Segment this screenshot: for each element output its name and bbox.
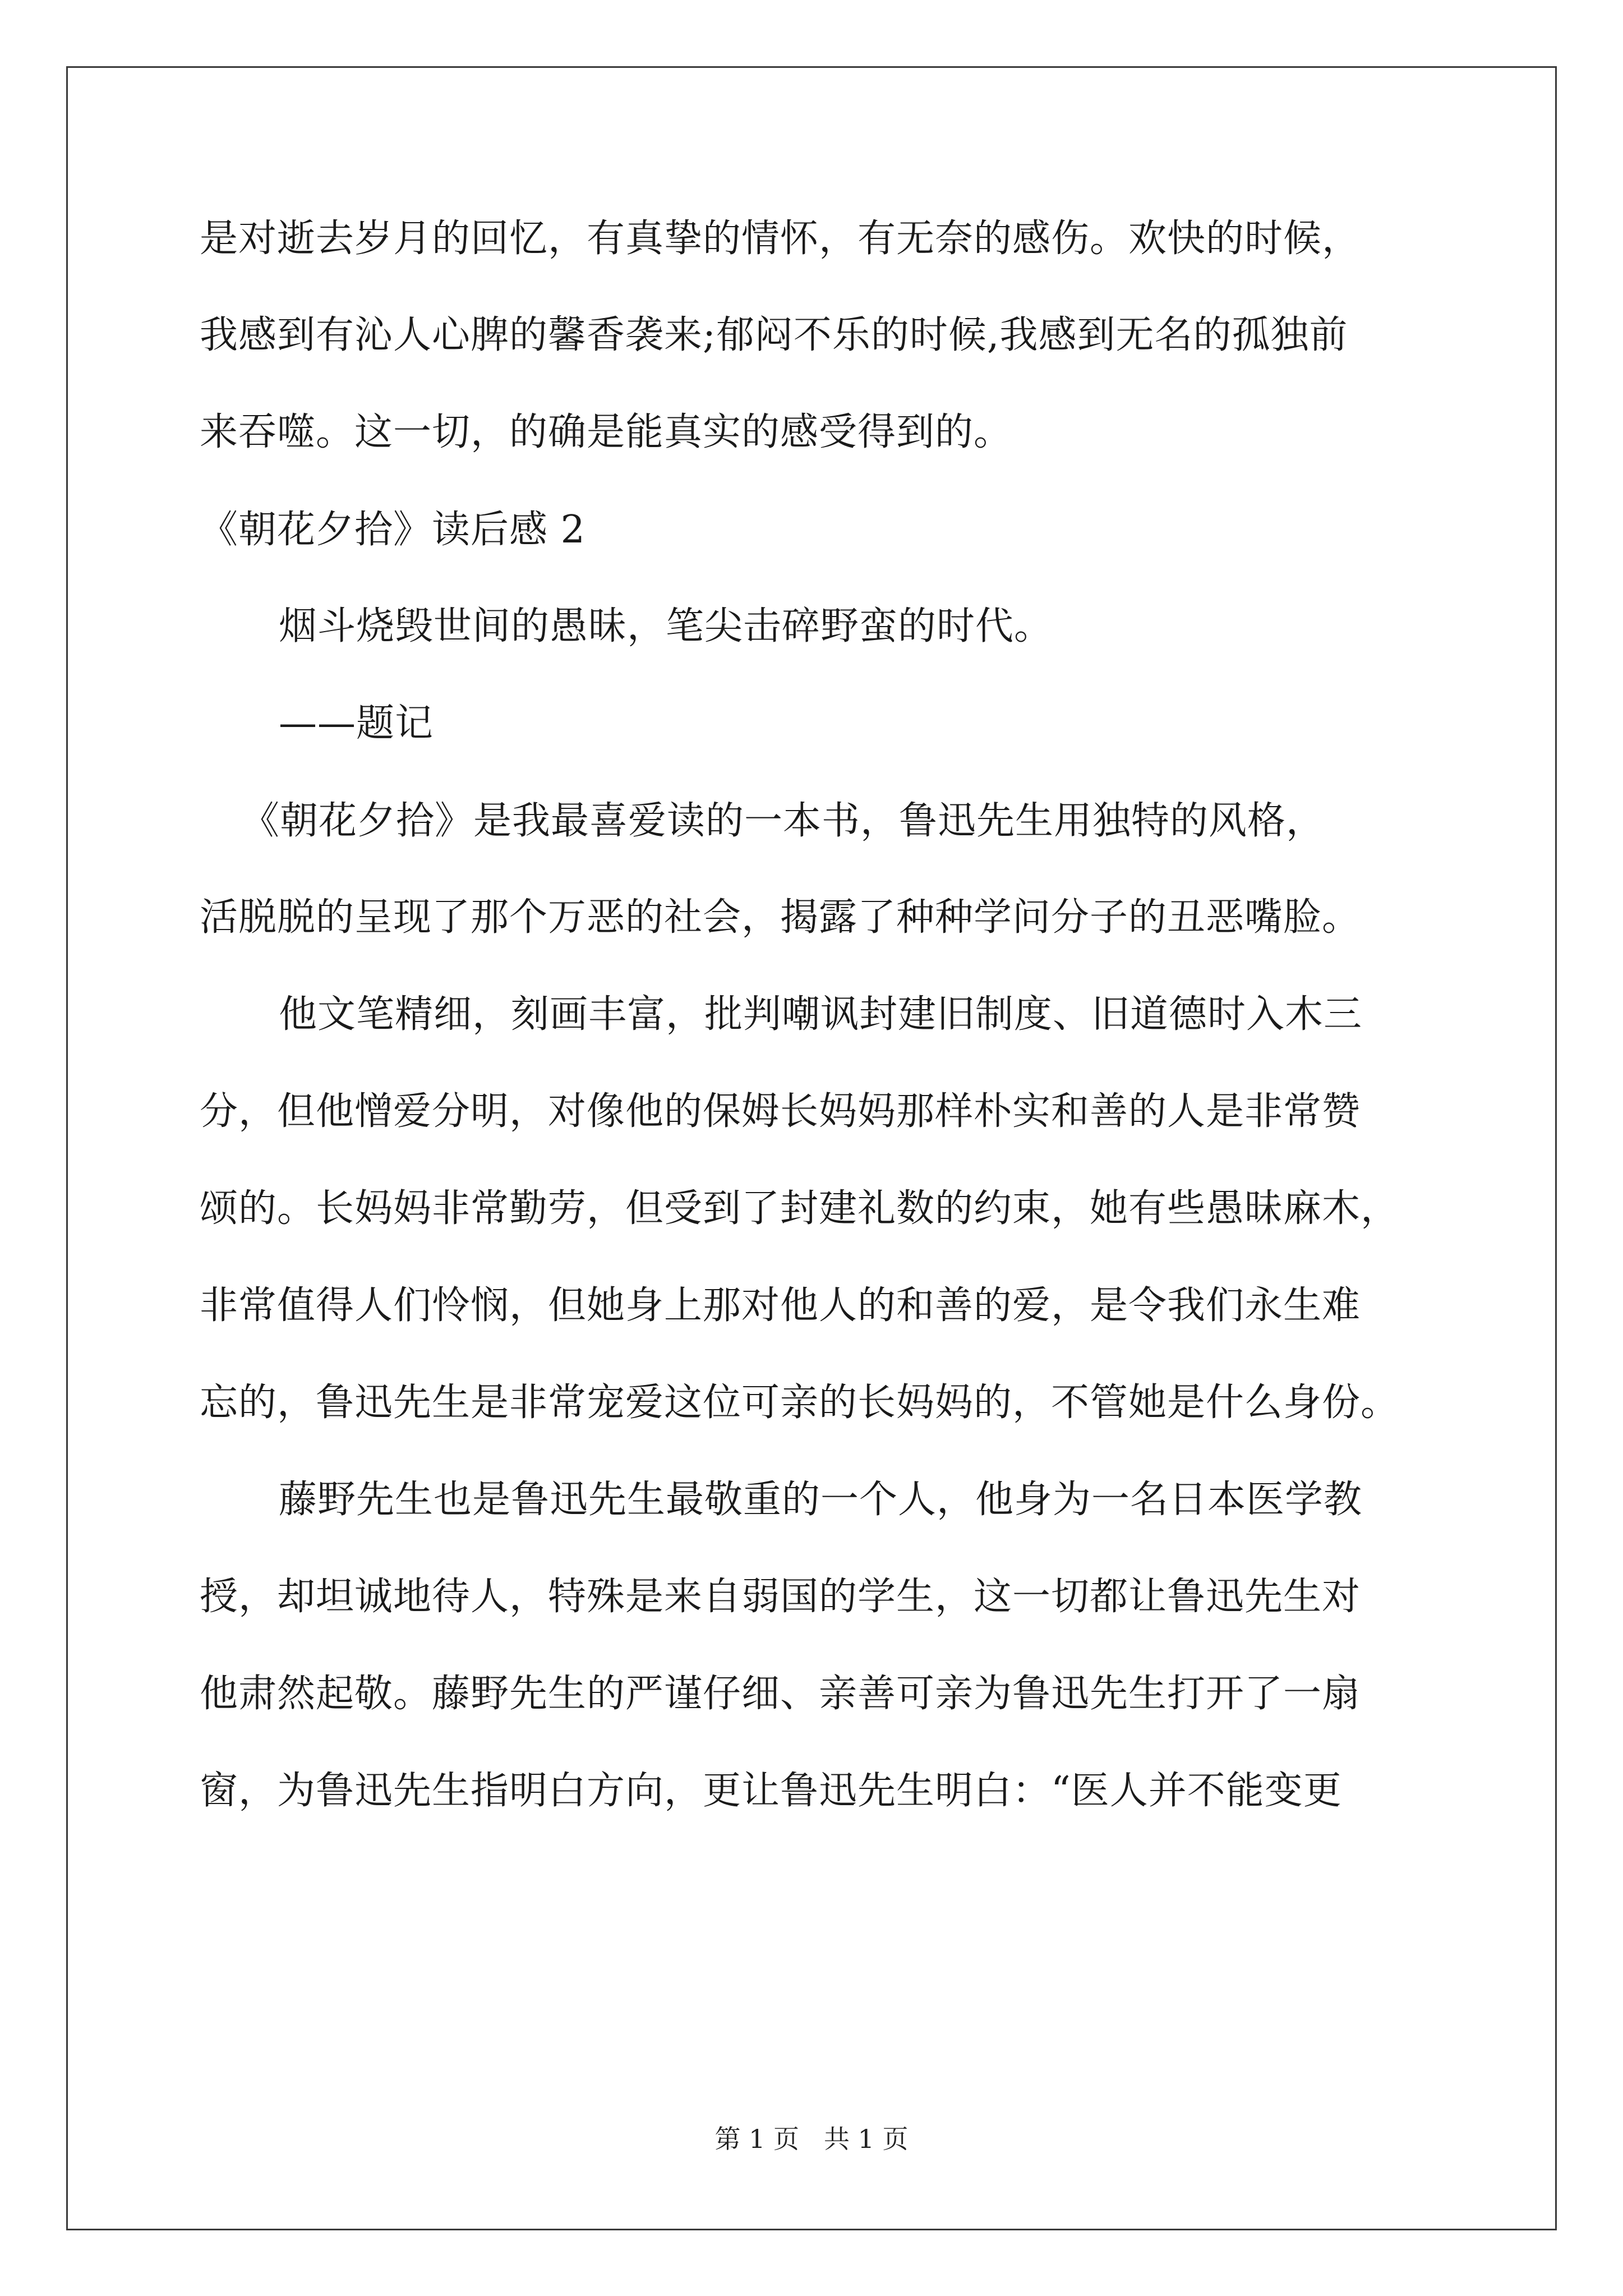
section-heading: 《朝花夕拾》读后感 2 bbox=[200, 508, 585, 552]
page-number: 第 1 页 bbox=[714, 2124, 799, 2154]
body-line: 活脱脱的呈现了那个万恶的社会，揭露了种种学问分子的丑恶嘴脸。 bbox=[200, 895, 1361, 940]
page-footer bbox=[0, 2126, 1623, 2152]
body-line: 分，但他憎爱分明，对像他的保姆长妈妈那样朴实和善的人是非常赞 bbox=[200, 1089, 1361, 1134]
body-line: 窗，为鲁迅先生指明白方向，更让鲁迅先生明白：“医人并不能变更 bbox=[200, 1769, 1342, 1813]
body-line: 他文笔精细，刻画丰富，批判嘲讽封建旧制度、旧道德时入木三 bbox=[279, 992, 1363, 1037]
epigraph: 烟斗烧毁世间的愚昧，笔尖击碎野蛮的时代。 bbox=[279, 604, 1053, 648]
body-line: 颂的。长妈妈非常勤劳，但受到了封建礼数的约束，她有些愚昧麻木， bbox=[200, 1186, 1400, 1231]
page-border bbox=[66, 66, 1557, 2230]
body-line: 《朝花夕拾》是我最喜爱读的一本书，鲁迅先生用独特的风格， bbox=[241, 799, 1325, 843]
body-line: 我感到有沁人心脾的馨香袭来;郁闷不乐的时候,我感到无名的孤独前 bbox=[200, 313, 1348, 357]
body-line: 藤野先生也是鲁迅先生最敬重的一个人，他身为一名日本医学教 bbox=[279, 1478, 1363, 1522]
page-total: 共 1 页 bbox=[824, 2124, 909, 2154]
epigraph-attribution: ——题记 bbox=[279, 701, 434, 746]
body-line: 来吞噬。这一切，的确是能真实的感受得到的。 bbox=[200, 410, 1013, 454]
body-line: 他肃然起敬。藤野先生的严谨仔细、亲善可亲为鲁迅先生打开了一扇 bbox=[200, 1672, 1361, 1716]
body-line: 非常值得人们怜悯，但她身上那对他人的和善的爱，是令我们永生难 bbox=[200, 1283, 1361, 1328]
body-line: 是对逝去岁月的回忆，有真挚的情怀，有无奈的感伤。欢快的时候， bbox=[200, 217, 1361, 261]
body-line: 授，却坦诚地待人，特殊是来自弱国的学生，这一切都让鲁迅先生对 bbox=[200, 1575, 1361, 1619]
body-line: 忘的，鲁迅先生是非常宠爱这位可亲的长妈妈的，不管她是什么身份。 bbox=[200, 1381, 1400, 1425]
